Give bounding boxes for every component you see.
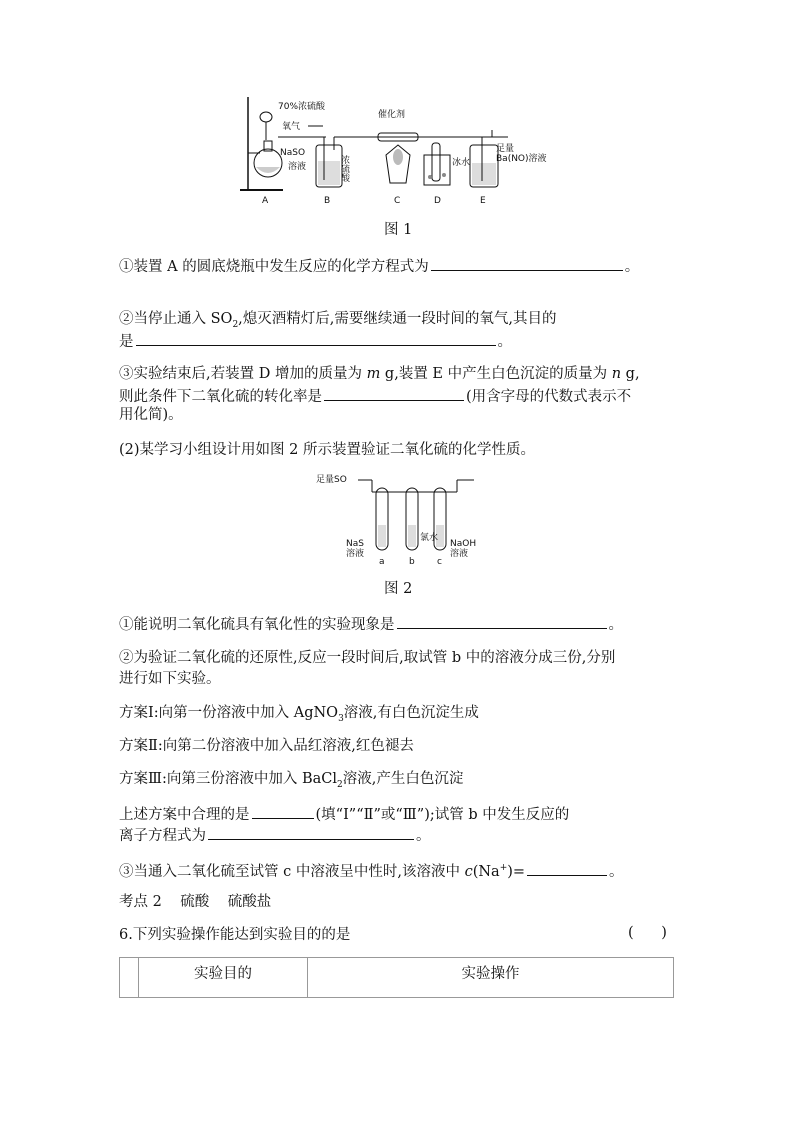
label-D: D: [434, 196, 441, 206]
section-heading: 考点 2 硫酸 硫酸盐: [119, 894, 272, 910]
point-3: ③当通入二氧化硫至试管 c 中溶液呈中性时,该溶液中 c(Na+)= 。: [119, 858, 624, 882]
result-line-1: 上述方案中合理的是 (填“Ⅰ”“Ⅱ”或“Ⅲ”);试管 b 中发生反应的: [119, 803, 569, 825]
answer-blank-5[interactable]: [252, 803, 314, 819]
label-na2so3: NaSO: [280, 148, 306, 158]
scheme-3: 方案Ⅲ:向第三份溶液中加入 BaCl$_2$溶液,产生白色沉淀: [119, 771, 464, 790]
table-index-cell: [120, 958, 139, 998]
question-2-line-1: ②当停止通入 $SO_2$,熄灭酒精灯后,需要继续通一段时间的氧气,其目的: [119, 311, 557, 330]
label-naoh: NaOH: [450, 539, 477, 549]
answer-blank-1[interactable]: [431, 255, 623, 271]
question-3-line-3: 用化简)。: [119, 407, 183, 423]
figure-2-apparatus: [312, 470, 492, 566]
table-header-purpose: 实验目的: [139, 958, 308, 998]
question-1: ①装置 A 的圆底烧瓶中发生反应的化学方程式为 。: [119, 255, 639, 277]
experiment-table: [119, 957, 674, 998]
question-2-line-2: 是 。: [119, 330, 512, 352]
point-2-line-1: ②为验证二氧化硫的还原性,反应一段时间后,取试管 b 中的溶液分成三份,分别: [119, 650, 616, 666]
answer-blank-4[interactable]: [397, 613, 607, 629]
label-ba-nitrate: Ba(NO)溶液: [496, 154, 547, 164]
scheme-2: 方案Ⅱ:向第二份溶液中加入品红溶液,红色褪去: [119, 738, 414, 754]
label-b: b: [409, 557, 415, 566]
label-catalyst: 催化剂: [378, 110, 406, 120]
question-3-line-2: 则此条件下二氧化硫的转化率是 (用含字母的代数式表示不: [119, 385, 631, 407]
label-c: c: [437, 557, 442, 566]
result-line-2: 离子方程式为 。: [119, 824, 431, 846]
answer-blank-3[interactable]: [324, 385, 464, 401]
figure-1-caption: 图 1: [384, 222, 413, 238]
label-oxygen: 氧气: [282, 122, 301, 132]
label-chlorine-water: 氯水: [420, 533, 439, 543]
label-excess: 足量: [496, 144, 515, 154]
label-C: C: [394, 196, 401, 206]
point-1: ①能说明二氧化硫具有氧化性的实验现象是 。: [119, 613, 623, 635]
label-excess-so2: 足量SO: [316, 475, 347, 485]
part-2-intro: (2)某学习小组设计用如图 2 所示装置验证二氧化硫的化学性质。: [119, 442, 535, 458]
figure-2-caption: 图 2: [384, 581, 413, 597]
label-E: E: [480, 196, 486, 206]
label-ice-water: 冰水: [452, 158, 471, 168]
table-header-row: [120, 958, 674, 998]
label-a: a: [379, 557, 385, 566]
label-solution-c: 溶液: [450, 549, 469, 559]
answer-paren[interactable]: ( ): [628, 925, 667, 941]
answer-blank-7[interactable]: [527, 860, 607, 876]
label-solution-a: 溶液: [288, 162, 307, 172]
table-header-operation: 实验操作: [308, 958, 674, 998]
label-na2s: NaS: [346, 539, 364, 549]
label-conc-acid: 浓硫酸: [339, 155, 349, 182]
point-2-line-2: 进行如下实验。: [119, 671, 221, 687]
answer-blank-6[interactable]: [208, 824, 414, 840]
question-3-line-1: ③实验结束后,若装置 D 增加的质量为 m g,装置 E 中产生白色沉淀的质量为 n g,: [119, 366, 640, 382]
label-B: B: [324, 196, 331, 206]
scheme-1: 方案Ⅰ:向第一份溶液中加入 AgNO$_3$溶液,有白色沉淀生成: [119, 705, 479, 724]
figure-1-apparatus: [238, 95, 568, 207]
label-70-acid: 70%浓硫酸: [278, 102, 326, 112]
answer-blank-2[interactable]: [136, 330, 496, 346]
label-A: A: [262, 196, 269, 206]
label-solution-a2: 溶液: [346, 549, 365, 559]
question-6: 6.下列实验操作能达到实验目的的是: [119, 927, 351, 943]
